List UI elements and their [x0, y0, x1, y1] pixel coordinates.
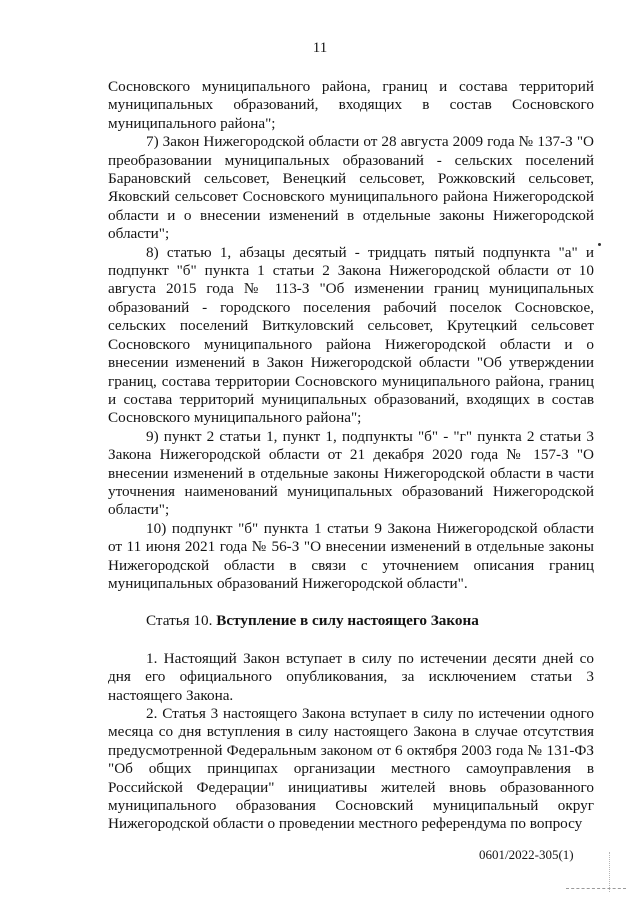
document-code: 0601/2022-305(1) [479, 847, 574, 862]
scan-edge-mark-vertical [609, 852, 611, 892]
document-body [108, 78, 594, 834]
article-label: Статья 10. [146, 612, 213, 630]
page-number: 11 [312, 40, 328, 56]
scan-speck [598, 243, 601, 246]
paragraph-clause-2: 2. Статья 3 настоящего Закона вступает в силу по истечении одного месяца со дня вступления в силу настоящего Закона в случае отсутствия предусмотренной Федеральным законом от 6 октября 2003 года № 131-ФЗ "Об общих принципах организации местного самоуправления в Российской Федерации" инициативы жителей вновь образованного муниципального образования Сосновский муниципальный округ Нижегородской области о проведении местного референдума по вопросу [108, 705, 594, 833]
scan-edge-mark [566, 888, 626, 890]
article-heading [108, 612, 594, 630]
paragraph-clause-1: 1. Настоящий Закон вступает в силу по истечении десяти дней со дня его официального опубликования, за исключением статьи 3 настоящего Закона. [108, 649, 594, 704]
paragraph-item-9: 9) пункт 2 статьи 1, пункт 1, подпункты "б" - "г" пункта 2 статьи 3 Закона Нижегородской области от 21 декабря 2020 года № 157-З "О внесении изменений в отдельные законы Нижегородской области в части уточнения наименований муниципальных образований Нижегородской области"; [108, 427, 594, 519]
paragraph-item-8: 8) статью 1, абзацы десятый - тридцать пятый подпункта "а" и подпункт "б" пункта 1 статьи 2 Закона Нижегородской области от 10 августа 2015 года № 113-З "Об изменении границ муниципальных образований - городского поселения рабочий поселок Сосновское, сельских поселений Виткуловский сельсовет, Крутецкий сельсовет Сосновского муниципального района Нижегородской области и о внесении изменений в Закон Нижегородской области "Об утверждении границ, состава территории Сосновского муниципального района, границ и состава территорий муниципальных образований, входящих в состав Сосновского муниципального района"; [108, 243, 594, 427]
article-title: Вступление в силу настоящего Закона [216, 612, 479, 630]
paragraph-item-10: 10) подпункт "б" пункта 1 статьи 9 Закона Нижегородской области от 11 июня 2021 года № 56-З "О внесении изменений в отдельные законы Нижегородской области в связи с уточнением описания границ муниципальных образований Нижегородской области". [108, 519, 594, 592]
paragraph-continuation: Сосновского муниципального района, границ и состава территорий муниципальных образований, входящих в состав Сосновского муниципального района"; [108, 78, 594, 132]
paragraph-item-7: 7) Закон Нижегородской области от 28 августа 2009 года № 137-З "О преобразовании муниципальных образований - сельских поселений Барановский сельсовет, Венецкий сельсовет, Рожковский сельсовет, Яковский сельсовет Сосновского муниципального района Нижегородской области и о внесении изменений в отдельные законы Нижегородской области"; [108, 133, 594, 243]
